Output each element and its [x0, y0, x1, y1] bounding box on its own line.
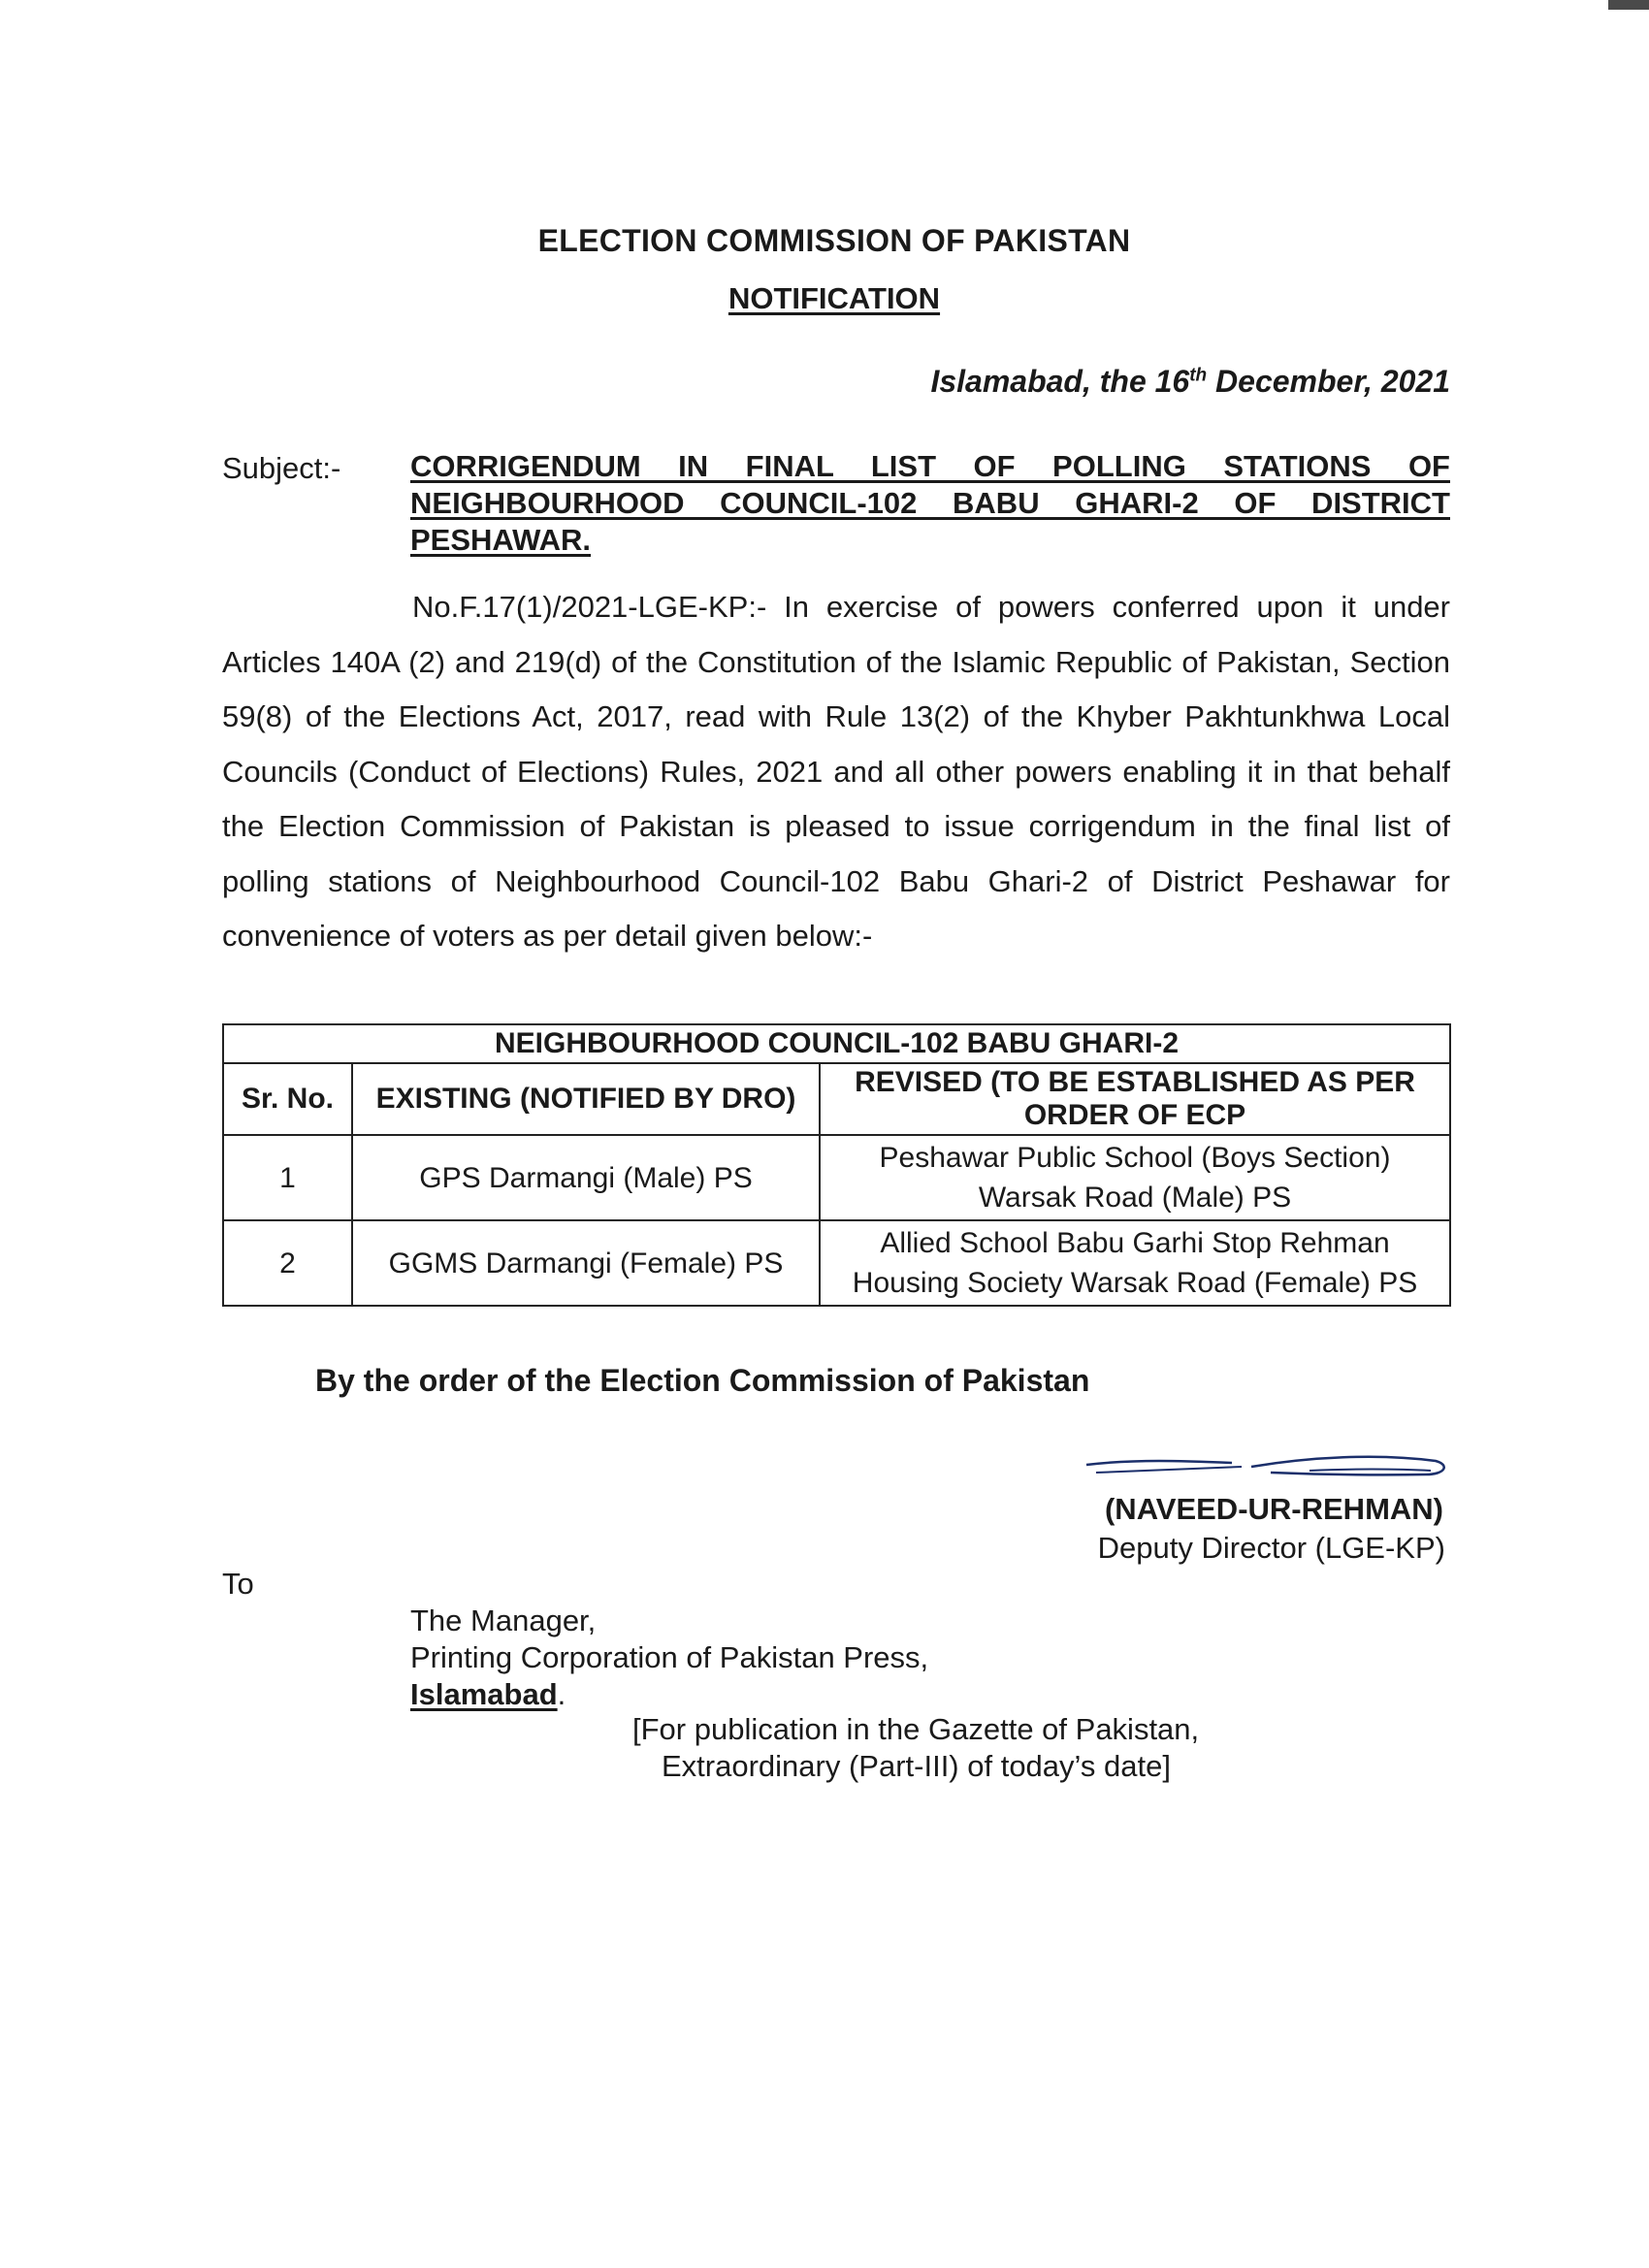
- signatory-name: (NAVEED-UR-REHMAN): [1104, 1492, 1443, 1526]
- subject-text: CORRIGENDUM IN FINAL LIST OF POLLING STATIONS OF NEIGHBOURHOOD COUNCIL-102 BABU GHARI-2 OF DISTRICT PESHAWAR.: [410, 449, 1450, 557]
- date-suffix: December, 2021: [1207, 364, 1450, 399]
- header-existing: EXISTING (NOTIFIED BY DRO): [352, 1063, 820, 1135]
- row-existing: GGMS Darmangi (Female) PS: [352, 1220, 820, 1306]
- organization-heading: ELECTION COMMISSION OF PAKISTAN: [537, 223, 1131, 258]
- table-header-row: [223, 1063, 1450, 1135]
- publication-note-line: Extraordinary (Part-III) of today’s date]: [662, 1749, 1171, 1783]
- table-row: [223, 1220, 1450, 1306]
- table-title-row: [223, 1024, 1450, 1063]
- body-paragraph: No.F.17(1)/2021-LGE-KP:- In exercise of powers conferred upon it under Articles 140A (2) and 219(d) of the Constitution of the Islamic Republic of Pakistan, Section 59(8) of the Elections Act, 2017, read with Rule 13(2) of the Khyber Pakhtunkhwa Local Councils (Conduct of Elections) Rules, 2021 and all other powers enabling it in that behalf the Election Commission of Pakistan is pleased to issue corrigendum in the final list of polling stations of Neighbourhood Council-102 Babu Ghari-2 of District Peshawar for convenience of voters as per detail given below:-: [222, 590, 1450, 953]
- recipient-line: The Manager,: [410, 1604, 597, 1637]
- header-sr-no: Sr. No.: [223, 1063, 352, 1135]
- scan-edge-mark: [1608, 0, 1649, 10]
- date-superscript: th: [1189, 365, 1208, 386]
- signatory-designation: Deputy Director (LGE-KP): [1097, 1531, 1445, 1565]
- table-title: NEIGHBOURHOOD COUNCIL-102 BABU GHARI-2: [223, 1024, 1450, 1063]
- order-line: By the order of the Election Commission of Pakistan: [315, 1363, 1090, 1398]
- polling-stations-table: [222, 1023, 1451, 1307]
- notification-date: [930, 364, 1450, 400]
- table-row: [223, 1135, 1450, 1220]
- row-sr-no: 2: [223, 1220, 352, 1306]
- row-sr-no: 1: [223, 1135, 352, 1220]
- row-existing: GPS Darmangi (Male) PS: [352, 1135, 820, 1220]
- row-revised: Allied School Babu Garhi Stop Rehman Housing Society Warsak Road (Female) PS: [820, 1220, 1450, 1306]
- recipient-city-line: [410, 1676, 566, 1713]
- signature-scribble: [1077, 1445, 1465, 1494]
- row-revised: Peshawar Public School (Boys Section) Warsak Road (Male) PS: [820, 1135, 1450, 1220]
- recipient-line: Printing Corporation of Pakistan Press,: [410, 1640, 929, 1674]
- to-label: To: [222, 1567, 254, 1601]
- notification-heading: NOTIFICATION: [728, 281, 941, 315]
- subject-label: Subject:-: [222, 451, 341, 485]
- recipient-city: Islamabad: [410, 1677, 558, 1711]
- publication-note-line: [For publication in the Gazette of Pakistan,: [632, 1712, 1200, 1746]
- header-revised: REVISED (TO BE ESTABLISHED AS PER ORDER OF ECP: [820, 1063, 1450, 1135]
- recipient-city-suffix: .: [557, 1677, 566, 1711]
- date-prefix: Islamabad, the 16: [930, 364, 1190, 399]
